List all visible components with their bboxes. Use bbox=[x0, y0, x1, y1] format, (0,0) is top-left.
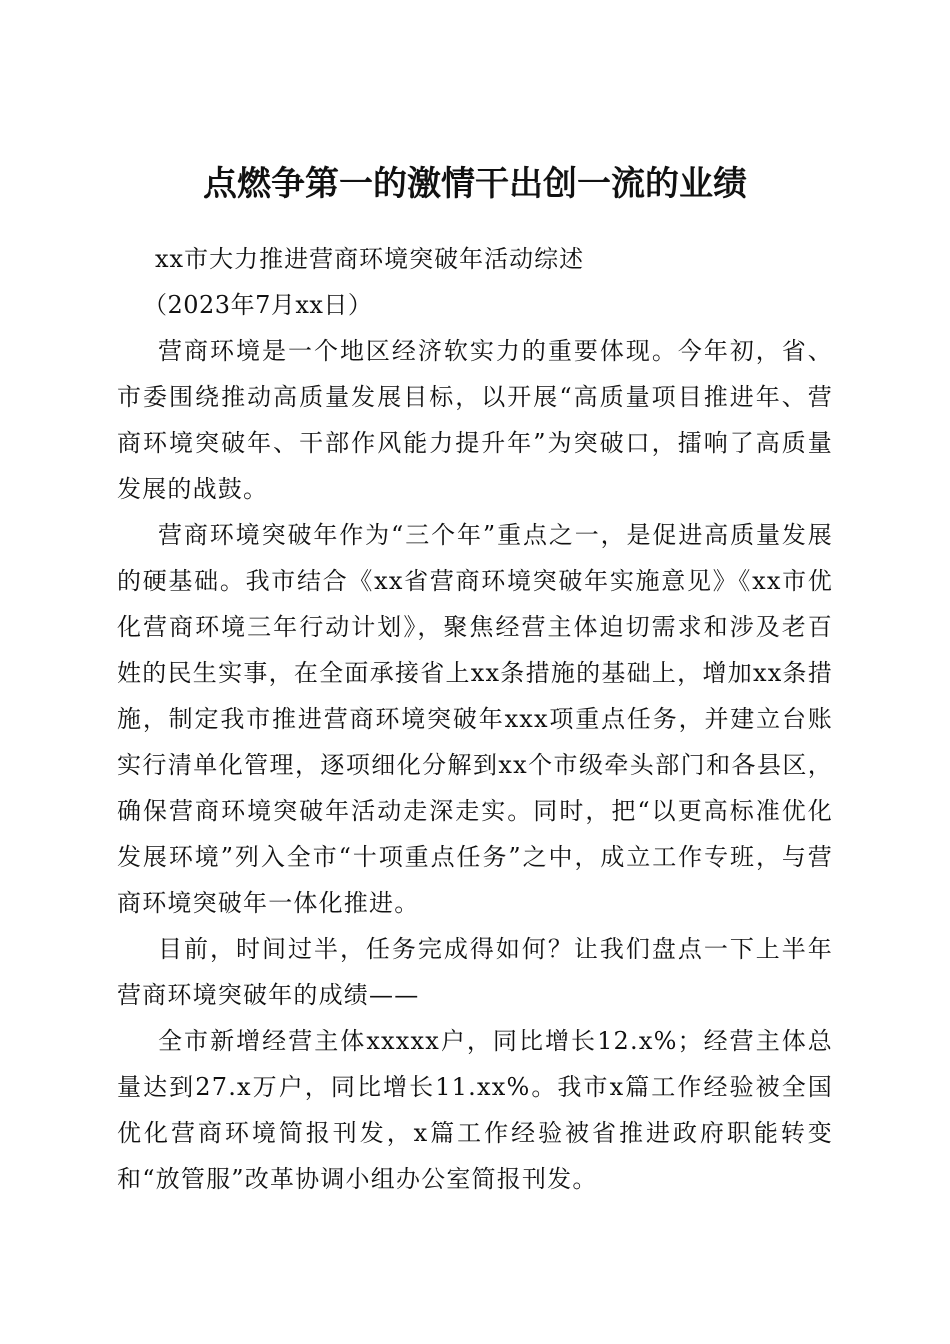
paragraph-measures: 营商环境突破年作为“三个年”重点之一，是促进高质量发展的硬基础。我市结合《xx省营商环境突破年实施意见》《xx市优化营商环境三年行动计划》，聚焦经营主体迫切需求和涉及老百姓的民生实事，在全面承接省上xx条措施的基础上，增加xx条措施，制定我市推进营商环境突破年xxx项重点任务，并建立台账实行清单化管理，逐项细化分解到xx个市级牵头部门和各县区，确保营商环境突破年活动走深走实。同时，把“以更高标准优化发展环境”列入全市“十项重点任务”之中，成立工作专班，与营商环境突破年一体化推进。 bbox=[117, 521, 833, 917]
document-subtitle: xx市大力推进营商环境突破年活动综述 bbox=[155, 245, 585, 273]
document-title: 点燃争第一的激情干出创一流的业绩 bbox=[203, 163, 747, 204]
document-date: （2023年7月xx日） bbox=[143, 291, 373, 319]
paragraph-results: 全市新增经营主体xxxxx户，同比增长12.x%；经营主体总量达到27.x万户，同比增长11.xx%。我市x篇工作经验被全国优化营商环境简报刊发，x篇工作经验被省推进政府职能转变和“放管服”改革协调小组办公室简报刊发。 bbox=[117, 1027, 833, 1193]
paragraph-intro: 营商环境是一个地区经济软实力的重要体现。今年初，省、市委围绕推动高质量发展目标，以开展“高质量项目推进年、营商环境突破年、干部作风能力提升年”为突破口，擂响了高质量发展的战鼓。 bbox=[117, 337, 833, 503]
document-body bbox=[117, 236, 833, 1202]
paragraph-progress: 目前，时间过半，任务完成得如何？让我们盘点一下上半年营商环境突破年的成绩—— bbox=[117, 935, 833, 1009]
